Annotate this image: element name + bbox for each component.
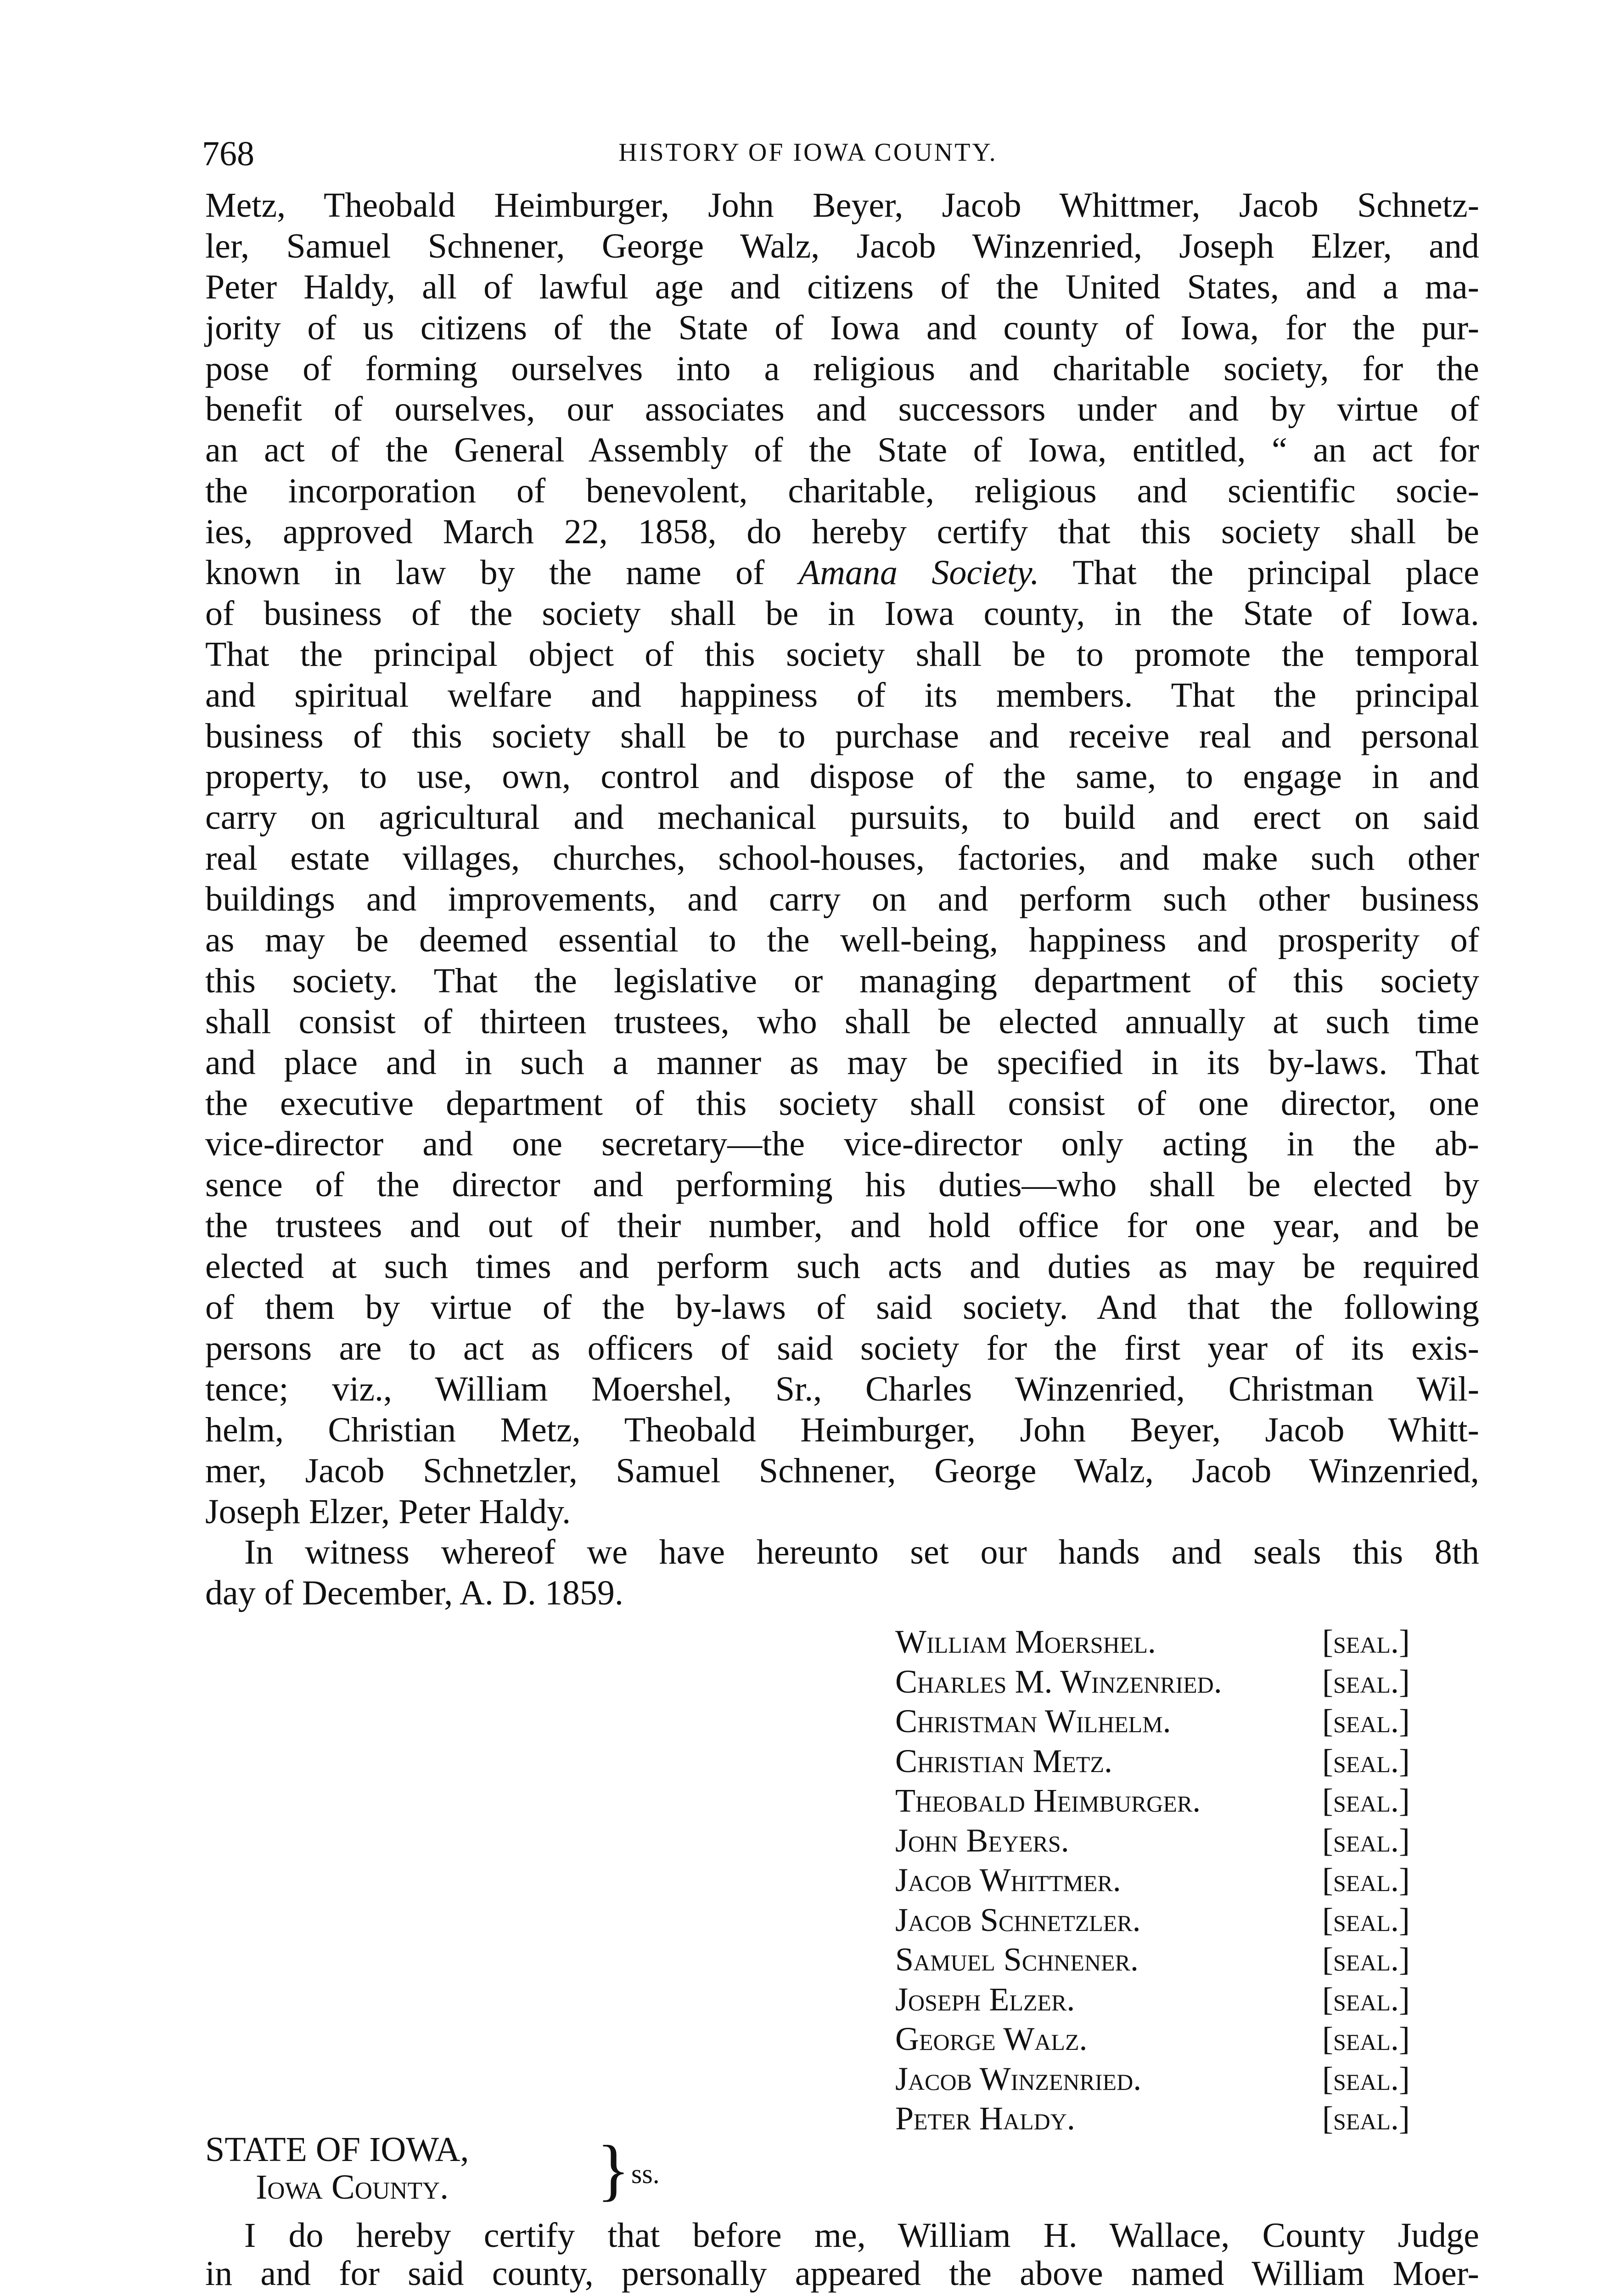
seal-mark: [seal.] <box>1322 1941 1410 1978</box>
text-line: ies, approved March 22, 1858, do hereby certify that this society shall be <box>205 512 1479 551</box>
text-line: persons are to act as officers of said society for the first year of its exis- <box>205 1328 1479 1367</box>
text-line: business of this society shall be to purchase and receive real and personal <box>205 716 1479 755</box>
signatory-name: John Beyers. <box>895 1822 1069 1859</box>
venue-caption <box>205 2131 469 2206</box>
text-line: elected at such times and perform such acts and duties as may be required <box>205 1247 1479 1286</box>
text-line: sence of the director and performing his duties—who shall be elected by <box>205 1165 1479 1204</box>
signatory-name: Joseph Elzer. <box>895 1981 1075 2018</box>
signature-row <box>895 1701 1410 1741</box>
signatory-name: Jacob Winzenried. <box>895 2060 1142 2097</box>
text-line: the trustees and out of their number, and hold office for one year, and be <box>205 1206 1479 1245</box>
text-line: In witness whereof we have hereunto set our hands and seals this 8th <box>244 1533 1479 1572</box>
signatory-name: Peter Haldy. <box>895 2100 1075 2137</box>
text-line: helm, Christian Metz, Theobald Heimburger, John Beyer, Jacob Whitt- <box>205 1410 1479 1449</box>
seal-mark: [seal.] <box>1322 1742 1410 1779</box>
certificate-line: in and for said county, personally appeared the above named William Moer- <box>205 2254 1479 2293</box>
signature-row <box>895 2019 1410 2059</box>
text-line: this society. That the legislative or managing department of this society <box>205 961 1479 1000</box>
text-line: day of December, A. D. 1859. <box>205 1574 623 1613</box>
text-line: of them by virtue of the by-laws of said society. And that the following <box>205 1288 1479 1327</box>
text-line: the executive department of this society shall consist of one director, one <box>205 1084 1479 1123</box>
signatory-name: Charles M. Winzenried. <box>895 1663 1222 1700</box>
text-line: and place and in such a manner as may be specified in its by-laws. That <box>205 1043 1479 1082</box>
text-segment: known in law by the name of <box>205 553 799 592</box>
text-line: as may be deemed essential to the well-being, happiness and prosperity of <box>205 921 1479 960</box>
text-line: Joseph Elzer, Peter Haldy. <box>205 1492 571 1531</box>
signature-row <box>895 1741 1410 1781</box>
text-line: Metz, Theobald Heimburger, John Beyer, Jacob Whittmer, Jacob Schnetz- <box>205 186 1479 225</box>
text-line: pose of forming ourselves into a religious and charitable society, for the <box>205 349 1479 388</box>
venue-county: Iowa County. <box>256 2168 449 2206</box>
venue-state: STATE OF IOWA, <box>205 2130 469 2169</box>
seal-mark: [seal.] <box>1322 1981 1410 2018</box>
brace-icon: } <box>597 2132 630 2208</box>
seal-mark: [seal.] <box>1322 1782 1410 1819</box>
text-line: an act of the General Assembly of the State of Iowa, entitled, “ an act for <box>205 431 1479 470</box>
certificate-text <box>205 2217 1479 2292</box>
signature-row <box>895 1781 1410 1821</box>
seal-mark: [seal.] <box>1322 2060 1410 2097</box>
articles-text <box>205 185 1479 1614</box>
text-segment: That the principal place <box>1039 553 1479 592</box>
signature-row <box>895 1821 1410 1861</box>
signatory-name: Theobald Heimburger. <box>895 1782 1201 1819</box>
signature-row <box>895 1980 1410 2020</box>
text-line: and spiritual welfare and happiness of its members. That the principal <box>205 675 1479 715</box>
text-line: ler, Samuel Schnener, George Walz, Jacob Winzenried, Joseph Elzer, and <box>205 226 1479 265</box>
text-line: buildings and improvements, and carry on and perform such other business <box>205 880 1479 919</box>
text-line: of business of the society shall be in Iowa county, in the State of Iowa. <box>205 594 1479 633</box>
text-line: carry on agricultural and mechanical pursuits, to build and erect on said <box>205 798 1479 837</box>
seal-mark: [seal.] <box>1322 1663 1410 1700</box>
signatory-name: Christman Wilhelm. <box>895 1703 1171 1739</box>
seal-mark: [seal.] <box>1322 1623 1410 1660</box>
signature-row <box>895 1940 1410 1980</box>
signatory-name: Christian Metz. <box>895 1742 1112 1779</box>
running-title: HISTORY OF IOWA COUNTY. <box>618 138 998 167</box>
text-line: jority of us citizens of the State of Iowa and county of Iowa, for the pur- <box>205 308 1479 347</box>
signature-row <box>895 1860 1410 1900</box>
venue-ss: ss. <box>631 2159 660 2189</box>
seal-mark: [seal.] <box>1322 1862 1410 1898</box>
seal-mark: [seal.] <box>1322 2020 1410 2057</box>
signatory-name: Samuel Schnener. <box>895 1941 1139 1978</box>
seal-mark: [seal.] <box>1322 1703 1410 1739</box>
text-line: tence; viz., William Moershel, Sr., Charles Winzenried, Christman Wil- <box>205 1369 1479 1408</box>
seal-mark: [seal.] <box>1322 2100 1410 2137</box>
seal-mark: [seal.] <box>1322 1822 1410 1859</box>
certificate-line: I do hereby certify that before me, William H. Wallace, County Judge <box>244 2216 1479 2255</box>
text-line: benefit of ourselves, our associates and successors under and by virtue of <box>205 390 1479 429</box>
page-number: 768 <box>202 135 254 173</box>
seal-mark: [seal.] <box>1322 1901 1410 1938</box>
signature-list <box>895 1622 1410 2138</box>
text-line: real estate villages, churches, school-houses, factories, and make such other <box>205 839 1479 878</box>
signatory-name: George Walz. <box>895 2020 1088 2057</box>
text-line: mer, Jacob Schnetzler, Samuel Schnener, George Walz, Jacob Winzenried, <box>205 1451 1479 1490</box>
society-name: Amana Society. <box>798 553 1039 592</box>
signature-row <box>895 2059 1410 2099</box>
text-line: vice-director and one secretary—the vice-director only acting in the ab- <box>205 1125 1479 1164</box>
signatory-name: Jacob Schnetzler. <box>895 1901 1141 1938</box>
signature-row <box>895 1622 1410 1662</box>
signature-row <box>895 1900 1410 1940</box>
signatory-name: Jacob Whittmer. <box>895 1862 1121 1898</box>
text-line: shall consist of thirteen trustees, who shall be elected annually at such time <box>205 1002 1479 1041</box>
text-line: Peter Haldy, all of lawful age and citizens of the United States, and a ma- <box>205 267 1479 306</box>
text-line <box>205 552 1479 593</box>
text-line: the incorporation of benevolent, charitable, religious and scientific socie- <box>205 472 1479 511</box>
signature-row <box>895 1662 1410 1702</box>
signatory-name: William Moershel. <box>895 1623 1156 1660</box>
signature-row <box>895 2099 1410 2138</box>
text-line: That the principal object of this society shall be to promote the temporal <box>205 635 1479 674</box>
text-line: property, to use, own, control and dispose of the same, to engage in and <box>205 757 1479 796</box>
